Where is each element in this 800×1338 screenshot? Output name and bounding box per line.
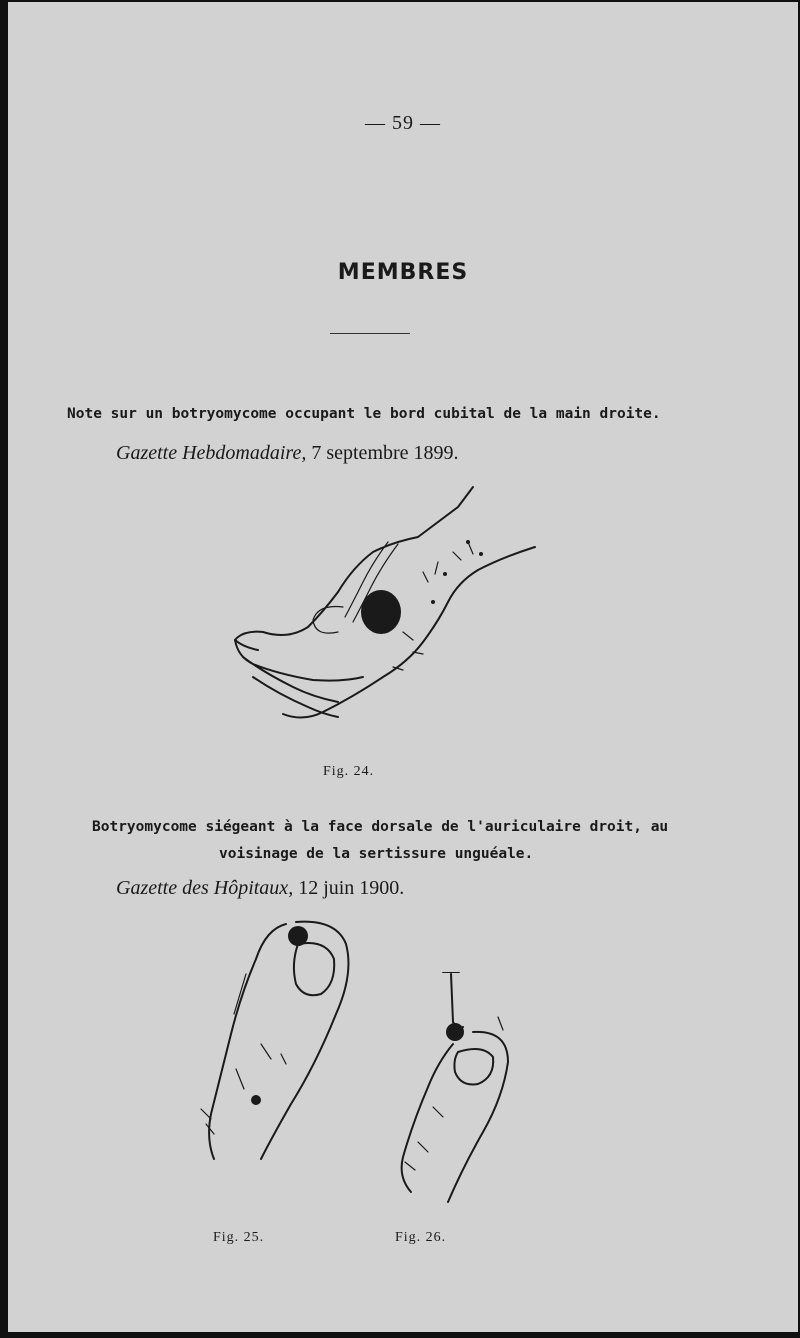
section-title: MEMBRES [337,260,469,285]
figure-26-caption: Fig. 26. [395,1230,447,1245]
figure-26-finger-drawing [383,972,533,1222]
entry-2-title-line-1: Botryomycome siégeant à la face dorsale de l'auriculaire droit, au [92,819,669,835]
page-number: — 59 — [365,112,441,134]
title-divider [330,333,410,334]
figure-25-caption: Fig. 25. [213,1230,265,1245]
book-page [8,2,798,1332]
entry-1-date: 7 septembre 1899. [311,442,459,464]
entry-1-title: Note sur un botryomycome occupant le bord cubital de la main droite. [67,406,661,422]
entry-2-journal: Gazette des Hôpitaux, [116,877,294,899]
entry-2-source [116,877,404,900]
entry-1-journal: Gazette Hebdomadaire, [116,442,307,464]
entry-2-date: 12 juin 1900. [298,877,405,899]
figure-24-hand-drawing [223,482,543,732]
figure-25-finger-drawing [186,914,366,1169]
entry-2-title-line-2: voisinage de la sertissure unguéale. [219,846,534,862]
figure-24-caption: Fig. 24. [323,764,375,779]
entry-1-source [116,442,459,465]
